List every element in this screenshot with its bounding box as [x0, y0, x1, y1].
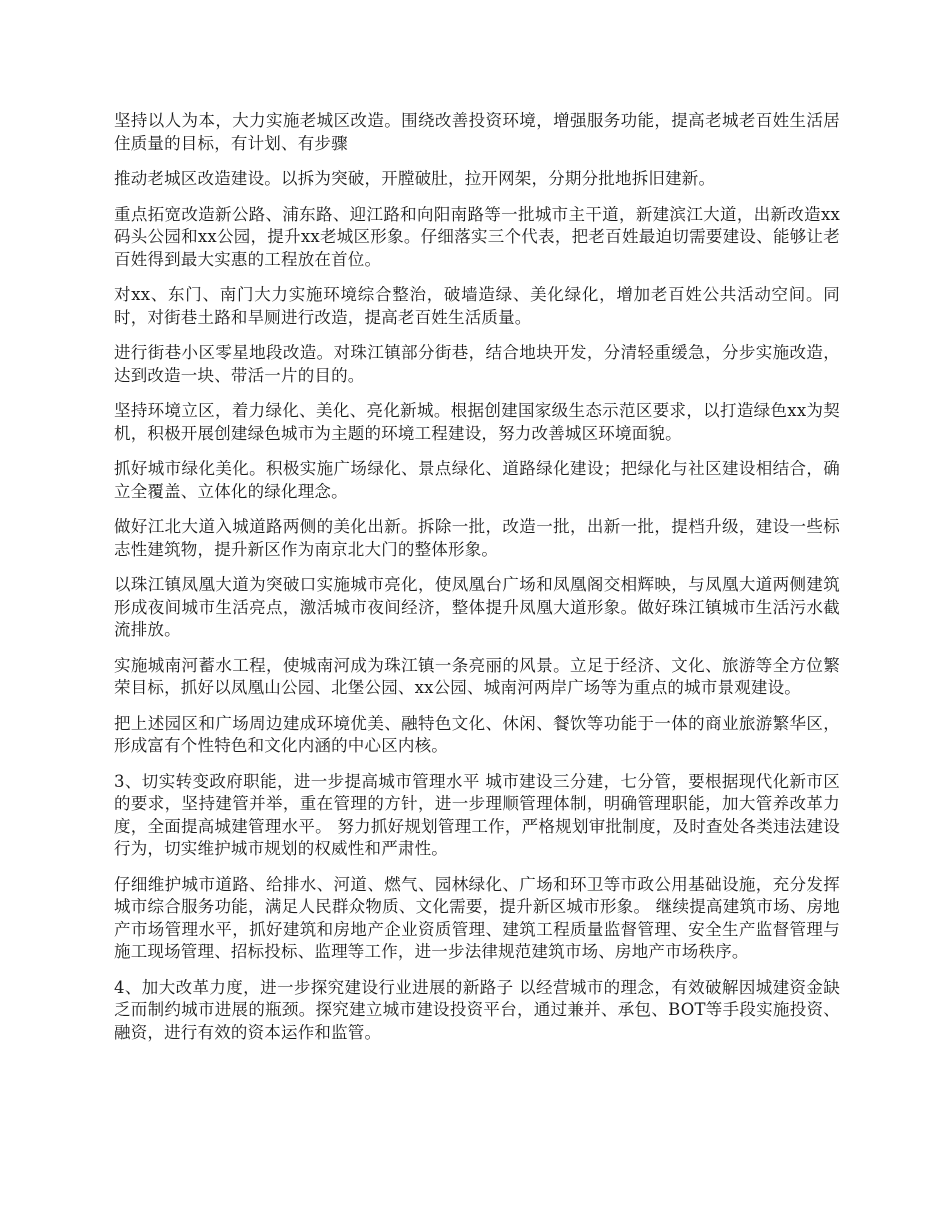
paragraph-11: 把上述园区和广场周边建成环境优美、融特色文化、休闲、餐饮等功能于一体的商业旅游繁华区，形成富有个性特色和文化内涵的中心区内核。 — [114, 713, 840, 755]
paragraph-9: 以珠江镇凤凰大道为突破口实施城市亮化，使凤凰台广场和凤凰阁交相辉映，与凤凰大道两侧建筑形成夜间城市生活亮点，激活城市夜间经济，整体提升凤凰大道形象。做好珠江镇城市生活污水截流排放。 — [114, 575, 840, 639]
document-body — [114, 110, 840, 1057]
paragraph-4: 对xx、东门、南门大力实施环境综合整治，破墙造绿、美化绿化，增加老百姓公共活动空间。同时，对街巷土路和旱厕进行改造，提高老百姓生活质量。 — [114, 285, 840, 327]
paragraph-1: 坚持以人为本，大力实施老城区改造。围绕改善投资环境，增强服务功能，提高老城老百姓生活居住质量的目标，有计划、有步骤 — [114, 111, 840, 153]
paragraph-13: 仔细维护城市道路、给排水、河道、燃气、园林绿化、广场和环卫等市政公用基础设施，充分发挥城市综合服务功能，满足人民群众物质、文化需要，提升新区城市形象。 继续提高建筑市场、房地产市场管理水平，抓好建筑和房地产企业资质管理、建筑工程质量监督管理、安全生产监督管理与施工现场管理、招标投标、监理等工作，进一步法律规范建筑市场、房地产市场秩序。 — [114, 874, 840, 961]
paragraph-3: 重点拓宽改造新公路、浦东路、迎江路和向阳南路等一批城市主干道，新建滨江大道，出新改造xx码头公园和xx公园，提升xx老城区形象。仔细落实三个代表，把老百姓最迫切需要建设、能够让老百姓得到最大实惠的工程放在首位。 — [114, 204, 840, 269]
paragraph-2: 推动老城区改造建设。以拆为突破，开膛破肚，拉开网架，分期分批地拆旧建新。 — [114, 169, 716, 188]
paragraph-5: 进行街巷小区零星地段改造。对珠江镇部分街巷，结合地块开发，分清轻重缓急，分步实施改造，达到改造一块、带活一片的目的。 — [114, 343, 840, 385]
paragraph-8: 做好江北大道入城道路两侧的美化出新。拆除一批，改造一批，出新一批，提档升级，建设一些标志性建筑物，提升新区作为南京北大门的整体形象。 — [114, 517, 840, 559]
paragraph-7: 抓好城市绿化美化。积极实施广场绿化、景点绿化、道路绿化建设；把绿化与社区建设相结合，确立全覆盖、立体化的绿化理念。 — [114, 459, 840, 501]
paragraph-10: 实施城南河蓄水工程，使城南河成为珠江镇一条亮丽的风景。立足于经济、文化、旅游等全方位繁荣目标，抓好以凤凰山公园、北堡公园、xx公园、城南河两岸广场等为重点的城市景观建设。 — [114, 655, 840, 697]
paragraph-12: 3、切实转变政府职能，进一步提高城市管理水平 城市建设三分建，七分管，要根据现代化新市区的要求，坚持建管并举，重在管理的方针，进一步理顺管理体制，明确管理职能，加大管养改革力度，全面提高城建管理水平。 努力抓好规划管理工作，严格规划审批制度，及时查处各类违法建设行为，切实维护城市规划的权威性和严肃性。 — [114, 771, 840, 858]
paragraph-14: 4、加大改革力度，进一步探究建设行业进展的新路子 以经营城市的理念，有效破解因城建资金缺乏而制约城市进展的瓶颈。探究建立城市建设投资平台，通过兼并、承包、BOT等手段实施投资、融资，进行有效的资本运作和监管。 — [114, 977, 840, 1042]
paragraph-6: 坚持环境立区，着力绿化、美化、亮化新城。根据创建国家级生态示范区要求，以打造绿色xx为契机，积极开展创建绿色城市为主题的环境工程建设，努力改善城区环境面貌。 — [114, 401, 840, 443]
